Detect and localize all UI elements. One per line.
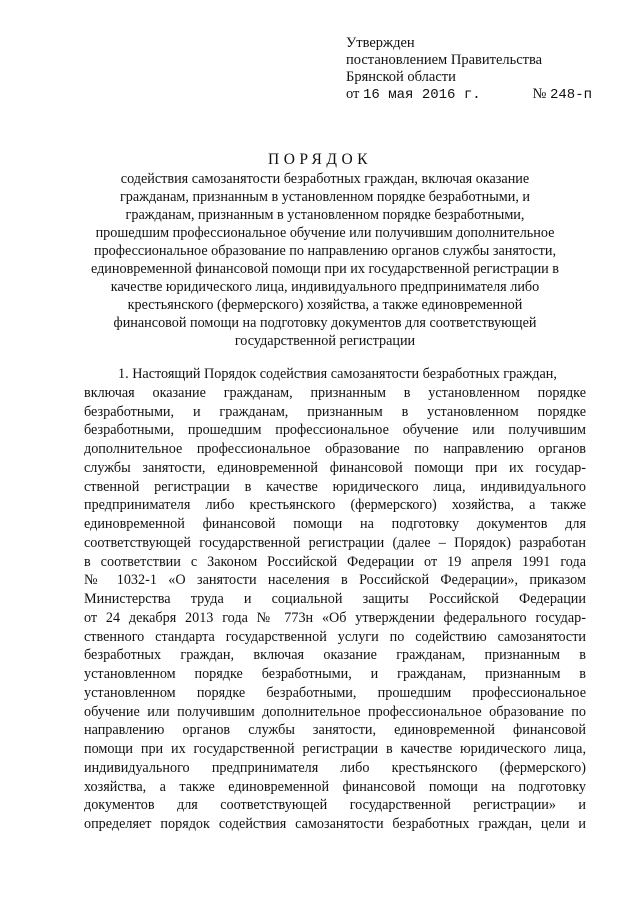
approval-date	[346, 86, 481, 104]
paragraph-line: службы занятости, единовременной финансовой помощи при их государ-	[84, 459, 586, 476]
paragraph-line: безработными, прошедшим профессиональное обучение или получившим	[84, 422, 586, 439]
subtitle-line: гражданам, признанным в установленном порядке безработными, и	[119, 189, 531, 205]
subtitle-line: прошедшим профессиональное обучение или получившим дополнительное	[95, 225, 555, 241]
subtitle-line: содействия самозанятости безработных граждан, включая оказание	[120, 171, 530, 187]
subtitle-line: финансовой помощи на подготовку документов для соответствующей	[113, 315, 537, 331]
paragraph-line: помощи при их государственной регистрации в качестве юридического лица,	[84, 741, 586, 757]
paragraph-line: документов для соответствующей государственной регистрации» и	[84, 797, 586, 814]
subtitle-line: единовременной финансовой помощи при их государственной регистрации в	[90, 261, 560, 277]
paragraph-line: определяет порядок содействия самозанятости безработных граждан, цели и	[84, 816, 586, 832]
paragraph-line: в соответствии с Законом Российской Федерации от 19 апреля 1991 года	[84, 553, 586, 570]
paragraph-line: безработных граждан, включая оказание гражданам, признанным в	[84, 647, 586, 664]
paragraph-line: безработными, и гражданам, признанным в установленном порядке	[84, 403, 586, 420]
paragraph-line: 1. Настоящий Порядок содействия самозанятости безработных граждан,	[118, 366, 557, 382]
paragraph-line: установленном порядке безработными, прошедшим профессиональное	[84, 684, 586, 701]
approval-stamp	[346, 35, 606, 104]
paragraph-line: единовременной финансовой помощи на подготовку документов для	[84, 516, 586, 532]
paragraph-line: направлению органов службы занятости, единовременной финансовой	[84, 722, 586, 739]
subtitle-line: качестве юридического лица, индивидуального предпринимателя либо	[110, 279, 540, 295]
paragraph-line: соответствующей государственной регистрации (далее – Порядок) разработан	[84, 534, 586, 551]
approval-date-value: 16 мая 2016 г.	[363, 87, 481, 103]
paragraph-line: предпринимателя либо крестьянского (фермерского) хозяйства, а также	[84, 497, 586, 514]
subtitle-line: гражданам, признанным в установленном порядке безработными,	[125, 207, 525, 223]
paragraph-line: ственной регистрации в качестве юридического лица, индивидуального	[84, 478, 586, 495]
paragraph-line: ственного стандарта государственной услуги по содействию самозанятости	[84, 628, 586, 645]
subtitle-line: крестьянского (фермерского) хозяйства, а также единовременной	[127, 297, 523, 313]
paragraph-line: дополнительное профессиональное образование по направлению органов	[84, 441, 586, 457]
approval-date-prefix: от	[346, 86, 360, 102]
approval-line-region: Брянской области	[346, 69, 456, 85]
subtitle-line: государственной регистрации	[234, 333, 416, 349]
paragraph-line: хозяйства, а также единовременной финансовой помощи на подготовку	[84, 778, 586, 795]
paragraph-line: индивидуального предпринимателя либо крестьянского (фермерского)	[84, 759, 586, 776]
approval-date-row	[346, 86, 592, 104]
document-title: ПОРЯДОК	[268, 151, 372, 168]
document-subtitle	[70, 170, 580, 350]
approval-number	[533, 86, 592, 104]
approval-line-resolution: постановлением Правительства	[346, 52, 543, 68]
paragraph-line: от 24 декабря 2013 года № 773н «Об утверждении федерального государ-	[84, 609, 586, 626]
paragraph-line: обучение или получившим дополнительное профессиональное образование по	[84, 703, 586, 720]
paragraph-1	[84, 365, 586, 834]
approval-line-approved: Утвержден	[346, 35, 415, 51]
approval-number-prefix: №	[532, 86, 547, 102]
paragraph-line: № 1032-1 «О занятости населения в Российской Федерации», приказом	[84, 572, 586, 589]
paragraph-line: установленном порядке безработными, и гражданам, признанным в	[84, 666, 586, 682]
paragraph-line: Министерства труда и социальной защиты Российской Федерации	[84, 591, 586, 607]
paragraph-line: включая оказание гражданам, признанным в установленном порядке	[84, 384, 586, 401]
approval-number-value: 248-п	[549, 87, 592, 103]
subtitle-line: профессиональное образование по направлению органов службы занятости,	[93, 243, 556, 259]
